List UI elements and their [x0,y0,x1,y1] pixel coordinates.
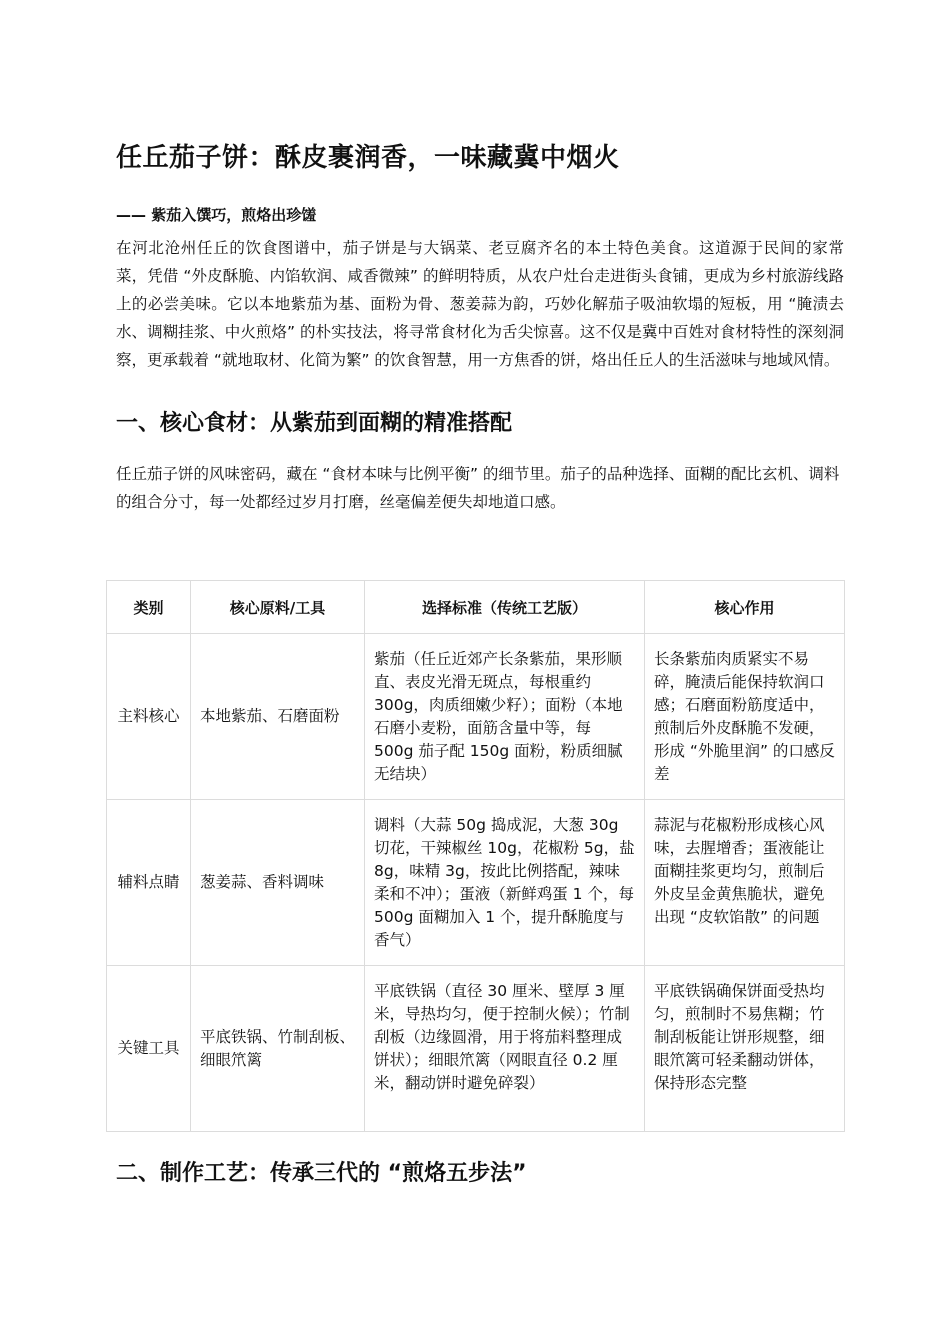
header-standard: 选择标准（传统工艺版） [365,581,645,634]
article-body [116,140,844,516]
intro-paragraph: 在河北沧州任丘的饮食图谱中，茄子饼是与大锅菜、老豆腐齐名的本土特色美食。这道源于民间的家常菜，凭借 “外皮酥脆、内馅软润、咸香微辣” 的鲜明特质，从农户灶台走进街头食铺，更成为乡村旅游线路上的必尝美味。它以本地紫茄为基、面粉为骨、葱姜蒜为韵，巧妙化解茄子吸油软塌的短板，用 “腌渍去水、调糊挂浆、中火煎烙” 的朴实技法，将寻常食材化为舌尖惊喜。这不仅是冀中百姓对食材特性的深刻洞察，更承载着 “就地取材、化简为繁” 的饮食智慧，用一方焦香的饼，烙出任丘人的生活滋味与地域风情。 [116,239,844,369]
ingredients-table-wrapper [106,580,844,1132]
row-items: 葱姜蒜、香料调味 [191,800,365,966]
article-title: 任丘茄子饼：酥皮裹润香，一味藏冀中烟火 [116,143,620,173]
table-row [107,966,845,1132]
article-subtitle: —— 紫茄入馔巧，煎烙出珍馐 [116,206,317,224]
header-category: 类别 [107,581,191,634]
header-items: 核心原料/工具 [191,581,365,634]
table-row [107,800,845,966]
row-category: 主料核心 [107,634,191,800]
section1-heading: 一、核心食材：从紫茄到面糊的精准搭配 [116,411,513,436]
row-standard: 紫茄（任丘近郊产长条紫茄，果形顺直、表皮光滑无斑点，每根重约 300g，肉质细嫩少籽）；面粉（本地石磨小麦粉，面筋含量中等，每 500g 茄子配 150g 面粉，粉质细腻无结块） [365,634,645,800]
section1-paragraph: 任丘茄子饼的风味密码，藏在 “食材本味与比例平衡” 的细节里。茄子的品种选择、面糊的配比玄机、调料的组合分寸，每一处都经过岁月打磨，丝毫偏差便失却地道口感。 [116,465,840,511]
row-standard: 平底铁锅（直径 30 厘米、壁厚 3 厘米，导热均匀，便于控制火候）；竹制刮板（边缘圆滑，用于将茄料整理成饼状）；细眼笊篱（网眼直径 0.2 厘米，翻动饼时避免碎裂） [365,966,645,1132]
table-header-row [107,581,845,634]
row-role: 平底铁锅确保饼面受热均匀，煎制时不易焦糊；竹制刮板能让饼形规整，细眼笊篱可轻柔翻动饼体，保持形态完整 [645,966,845,1132]
ingredients-table [106,580,845,1132]
row-category: 关键工具 [107,966,191,1132]
header-role: 核心作用 [645,581,845,634]
row-items: 本地紫茄、石磨面粉 [191,634,365,800]
section2-heading: 二、制作工艺：传承三代的 “煎烙五步法” [116,1161,527,1186]
row-role: 蒜泥与花椒粉形成核心风味，去腥增香；蛋液能让面糊挂浆更均匀，煎制后外皮呈金黄焦脆状，避免出现 “皮软馅散” 的问题 [645,800,845,966]
row-category: 辅料点睛 [107,800,191,966]
row-role: 长条紫茄肉质紧实不易碎，腌渍后能保持软润口感；石磨面粉筋度适中，煎制后外皮酥脆不发硬，形成 “外脆里润” 的口感反差 [645,634,845,800]
row-items: 平底铁锅、竹制刮板、细眼笊篱 [191,966,365,1132]
table-row [107,634,845,800]
row-standard: 调料（大蒜 50g 捣成泥，大葱 30g 切花，干辣椒丝 10g，花椒粉 5g，盐 8g，味精 3g，按此比例搭配，辣味柔和不冲）；蛋液（新鲜鸡蛋 1 个，每 500g 面糊加入 1 个，提升酥脆度与香气） [365,800,645,966]
